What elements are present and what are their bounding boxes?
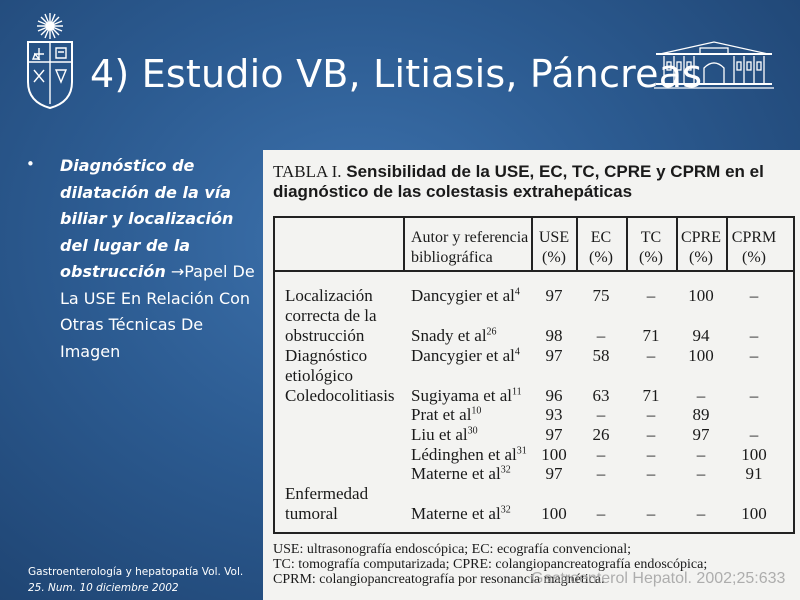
- cpre-cell: 94: [692, 326, 710, 345]
- tc-cell: –: [646, 445, 656, 464]
- cprm-cell: –: [749, 425, 759, 444]
- use-cell: 98: [545, 326, 563, 345]
- use-cell: 100: [541, 504, 567, 523]
- author-cell: Prat et $al^{10}$: [411, 405, 482, 424]
- footer-citation: [28, 564, 268, 596]
- cpre-cell: 97: [692, 425, 710, 444]
- author-cell: Snady et $al^{26}$: [411, 326, 497, 345]
- cprm-cell: –: [749, 286, 759, 305]
- cprm-cell: –: [749, 346, 759, 365]
- author-cell: Dancygier et $al^4$: [411, 346, 520, 365]
- cpre-cell: 89: [692, 405, 710, 424]
- col-sep: [403, 216, 405, 270]
- cpre-cell: 100: [688, 346, 714, 365]
- cpre-cell: –: [696, 386, 706, 405]
- group-label: Coledocolitiasis: [285, 386, 395, 405]
- cpre-cell: –: [696, 445, 706, 464]
- ec-cell: 63: [592, 386, 610, 405]
- use-cell: 97: [545, 464, 563, 483]
- group-label: Diagnóstico etiológico: [285, 346, 368, 385]
- cprm-cell: –: [749, 326, 759, 345]
- cpre-cell: 100: [688, 286, 714, 305]
- author-cell: Materne et $al^{32}$: [411, 464, 511, 483]
- ec-cell: –: [596, 464, 606, 483]
- col-header-cpre: CPRE (%): [680, 229, 721, 266]
- ec-cell: –: [596, 504, 606, 523]
- cprm-cell: –: [749, 386, 759, 405]
- cpre-cell: –: [696, 464, 706, 483]
- tc-cell: –: [646, 405, 656, 424]
- tc-cell: –: [646, 464, 656, 483]
- ec-cell: –: [596, 445, 606, 464]
- tc-cell: –: [646, 346, 656, 365]
- ec-cell: –: [596, 326, 606, 345]
- bullet-text: [60, 153, 256, 365]
- cprm-cell: 100: [741, 445, 767, 464]
- footer-line-1: Gastroenterología y hepatopatía Vol. Vol.: [28, 566, 244, 578]
- right-arrow-icon: →: [170, 262, 185, 281]
- use-cell: 100: [541, 445, 567, 464]
- author-cell: Sugiyama et $al^{11}$: [411, 386, 522, 405]
- cprm-cell: 100: [741, 504, 767, 523]
- cprm-cell: 91: [745, 464, 763, 483]
- author-cell: Lédinghen et $al^{31}$: [411, 445, 527, 464]
- footer-line-2: 25. Num. 10 diciembre 2002: [28, 582, 179, 594]
- use-cell: 97: [545, 425, 563, 444]
- table-note: USE: ultrasonografía endoscópica; EC: ecografía convencional;: [273, 542, 632, 557]
- table-note: TC: tomografía computarizada; CPRE: colangiopancreatografía endoscópica;: [273, 557, 708, 572]
- col-header-use: USE (%): [538, 229, 570, 266]
- tc-cell: 71: [642, 326, 660, 345]
- table-header-rule: [273, 270, 795, 272]
- author-cell: Materne et $al^{32}$: [411, 504, 511, 523]
- author-cell: Liu et $al^{30}$: [411, 425, 478, 444]
- group-label: Localización correcta de la obstrucción: [285, 286, 377, 345]
- use-cell: 97: [545, 286, 563, 305]
- bullet-emphasis: Diagnóstico de dilatación de la vía biliar y localización del lugar de la obstrucción: [60, 156, 234, 281]
- tc-cell: –: [646, 286, 656, 305]
- use-cell: 96: [545, 386, 563, 405]
- bullet-point: [26, 153, 256, 365]
- ec-cell: –: [596, 405, 606, 424]
- table-caption: [273, 162, 793, 202]
- ec-cell: 26: [592, 425, 610, 444]
- col-header-cprm: CPRM (%): [731, 229, 777, 266]
- tc-cell: –: [646, 425, 656, 444]
- ec-cell: 75: [592, 286, 610, 305]
- tc-cell: 71: [642, 386, 660, 405]
- sensitivity-table-image: [263, 150, 800, 600]
- table-caption-text: Sensibilidad de la USE, EC, TC, CPRE y CPRM en el diagnóstico de las colestasis extrahepáticas: [273, 162, 764, 201]
- university-crest-icon: [22, 10, 78, 110]
- col-header-ec: EC (%): [589, 229, 613, 266]
- group-label: Enfermedad tumoral: [285, 484, 369, 523]
- cpre-cell: –: [696, 504, 706, 523]
- source-watermark: Gastroenterol Hepatol. 2002;25:633: [531, 570, 786, 587]
- author-cell: Dancygier et $al^4$: [411, 286, 520, 305]
- bullet-marker: •: [26, 155, 35, 173]
- use-cell: 93: [545, 405, 563, 424]
- slide-title: 4) Estudio VB, Litiasis, Páncreas: [90, 52, 703, 96]
- table-caption-lead: TABLA I.: [273, 162, 342, 181]
- bullet-rest: Papel De La USE En Relación Con Otras Técnicas De Imagen: [60, 262, 255, 361]
- col-header-author: Autor y referencia bibliográfica: [411, 229, 529, 266]
- use-cell: 97: [545, 346, 563, 365]
- table-note: CPRM: colangiopancreatografía por resonancia magnética.: [273, 572, 605, 587]
- col-header-tc: TC (%): [639, 229, 663, 266]
- tc-cell: –: [646, 504, 656, 523]
- ec-cell: 58: [592, 346, 610, 365]
